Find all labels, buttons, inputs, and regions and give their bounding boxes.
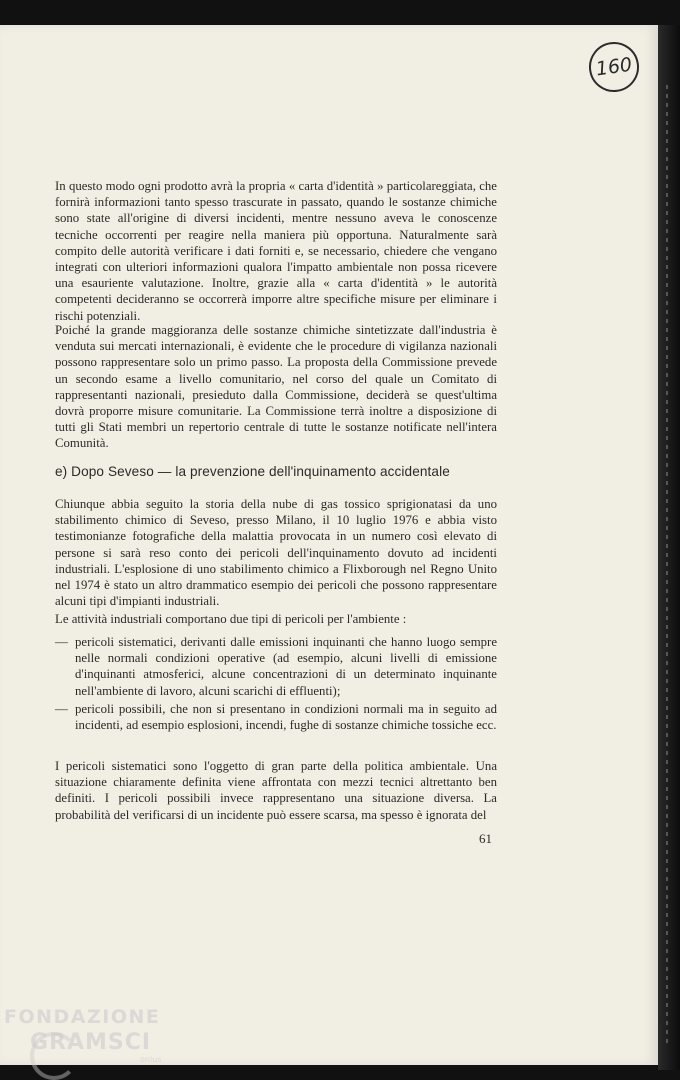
paragraph-carta-identita: In questo modo ogni prodotto avrà la propria « carta d'identità » particolareggiata, che fornirà informazioni tanto spesso trascurate in passato, quando le sostanze chimiche sono state all'origine di diversi incidenti, mentre nessuno aveva le conoscenze tecniche occorrenti per reagire nella maniera più opportuna. Naturalmente sarà compito delle autorità verificare i dati forniti e, se necessario, chiedere che vengano integrati con ulteriori informazioni qualora l'impatto ambientale non possa ricevere una esauriente valutazione. Inoltre, grazie alla « carta d'identità » le autorità competenti decideranno se occorrerà imporre altre specifiche misure per eliminare i rischi potenziali. (55, 179, 497, 323)
list-dash: — (55, 635, 68, 649)
list-item-text: pericoli sistematici, derivanti dalle emissioni inquinanti che hanno luogo sempre nelle normali condizioni operative (ad esempio, alcuni livelli di emissione d'inquinanti atmosferici, alcune concentrazioni di un determinato inquinante nell'ambiente di lavoro, alcuni scarichi di effluenti); (75, 635, 497, 698)
faint-pencil-mark (67, 55, 122, 90)
list-item-text: pericoli possibili, che non si presentano in condizioni normali ma in seguito ad incidenti, ad esempio esplosioni, incendi, fughe di sostanze chimiche tossiche ecc. (75, 702, 497, 733)
page-number: 61 (479, 831, 492, 846)
paragraph-tipi-pericoli: Le attività industriali comportano due tipi di pericoli per l'ambiente : (55, 612, 407, 626)
logo-text-suffix: onlus (140, 1055, 162, 1064)
logo-text-line2: GRAMSCI (30, 1030, 152, 1055)
paragraph-mercati-internazionali: Poiché la grande maggioranza delle sostanze chimiche sintetizzate dall'industria è venduta sui mercati internazionali, è evidente che le procedure di vigilanza nazionali possono rappresentare solo un primo passo. La proposta della Commissione prevede un secondo esame a livello comunitario, nel corso del quale un Comitato di rappresentanti nazionali, presieduto dalla Commissione, deciderà se quest'ultima dovrà proporre misure comunitarie. La Commissione terrà inoltre a disposizione di tutti gli Stati membri un repertorio centrale di tutte le sostanze notificate nell'intera Comunità. (55, 323, 497, 451)
fondazione-gramsci-logo (4, 1006, 174, 1076)
list-dash: — (55, 702, 68, 716)
archive-page-stamp: 160 (586, 39, 642, 95)
paragraph-seveso: Chiunque abbia seguito la storia della nube di gas tossico sprigionatasi da uno stabilimento chimico di Seveso, presso Milano, il 10 luglio 1976 e abbia visto testimonianze fotografiche della malattia provocata in un numero così elevato di persone si sarà reso conto dei pericoli dell'inquinamento dovuto ad incidenti industriali. L'esplosione di uno stabilimento chimico a Flixborough nel Regno Unito nel 1974 è stato un altro drammatico esempio dei pericoli che possono rappresentare alcuni tipi d'impianti industriali. (55, 497, 497, 609)
logo-text-line1: FONDAZIONE (4, 1006, 161, 1028)
paragraph-pericoli-sistematici: I pericoli sistematici sono l'oggetto di gran parte della politica ambientale. Una situazione chiaramente definita viene affrontata con mezzi tecnici altrettanto ben definiti. I pericoli possibili invece rappresentano una situazione diversa. La probabilità del verificarsi di un incidente può essere scarsa, ma spesso è ignorata del (55, 759, 497, 822)
binder-edge (658, 25, 680, 1070)
section-heading: e) Dopo Seveso — la prevenzione dell'inquinamento accidentale (55, 464, 450, 479)
